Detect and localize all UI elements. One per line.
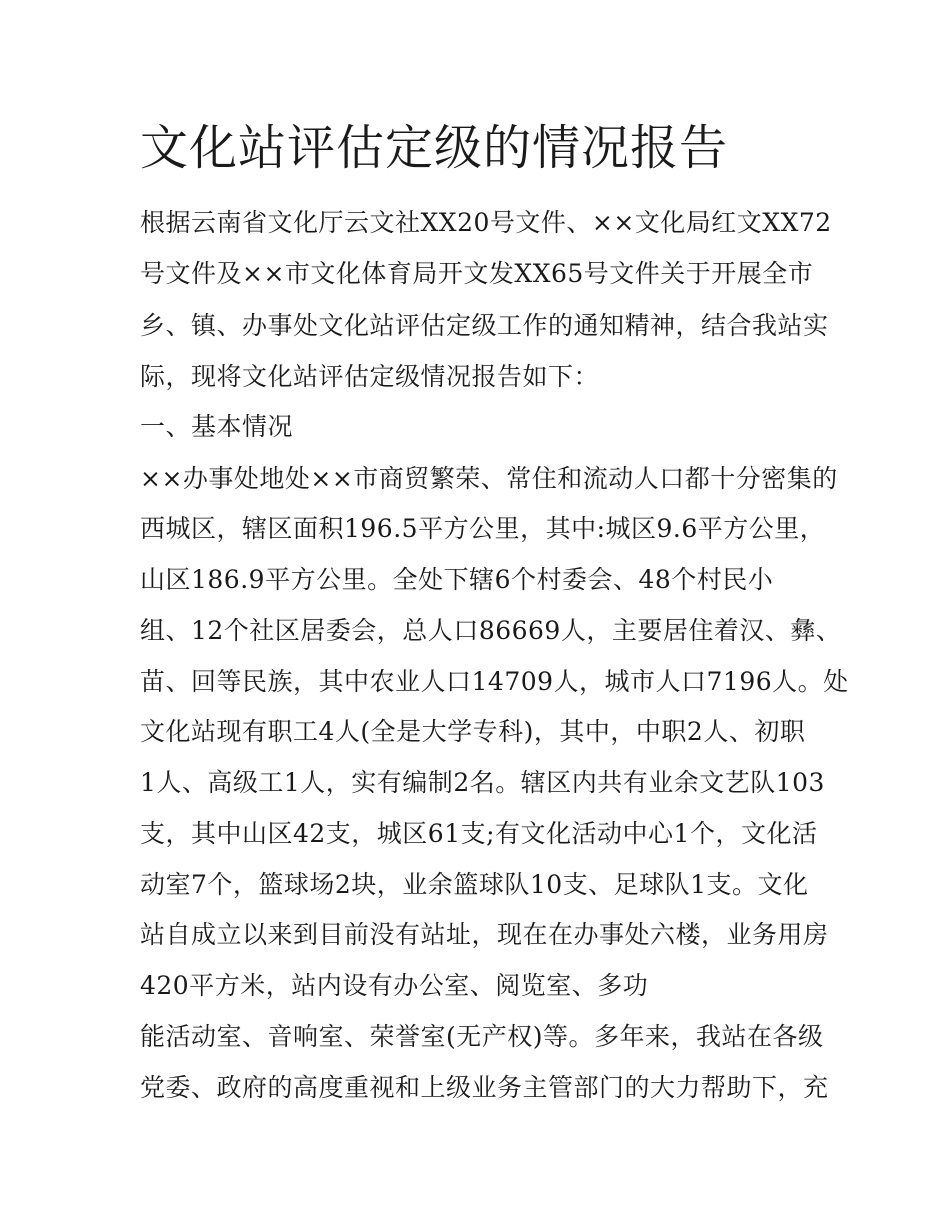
body-line: 动室7个，篮球场2块，业余篮球队10支、足球队1支。文化 [140, 870, 809, 899]
body-line: 420平方米，站内设有办公室、阅览室、多功 [140, 971, 649, 1000]
body-line: 乡、镇、办事处文化站评估定级工作的通知精神，结合我站实 [140, 311, 829, 340]
body-line: 号文件及××市文化体育局开文发XX65号文件关于开展全市 [140, 259, 814, 288]
body-line: 组、12个社区居委会，总人口86669人，主要居住着汉、彝、 [140, 616, 842, 645]
body-line: ××办事处地处××市商贸繁荣、常住和流动人口都十分密集的 [140, 464, 838, 493]
body-line: 党委、政府的高度重视和上级业务主管部门的大力帮助下，充 [140, 1073, 829, 1102]
body-line: 山区186.9平方公里。全处下辖6个村委会、48个村民小 [140, 565, 774, 594]
document-title: 文化站评估定级的情况报告 [140, 120, 729, 176]
body-line: 文化站现有职工4人(全是大学专科)，其中，中职2人、初职 [140, 717, 806, 746]
body-line: 苗、回等民族，其中农业人口14709人，城市人口7196人。处 [140, 667, 849, 696]
body-line: 际，现将文化站评估定级情况报告如下： [140, 362, 600, 391]
section-heading: 一、基本情况 [140, 412, 294, 441]
body-line: 站自成立以来到目前没有站址，现在在办事处六楼，业务用房 [140, 920, 829, 949]
body-line: 能活动室、音响室、荣誉室(无产权)等。多年来，我站在各级 [140, 1022, 824, 1051]
body-line: 根据云南省文化厅云文社XX20号文件、××文化局红文XX72 [140, 208, 832, 237]
body-line: 西城区，辖区面积196.5平方公里，其中:城区9.6平方公里， [140, 514, 826, 543]
body-line: 支，其中山区42支，城区61支;有文化活动中心1个，文化活 [140, 819, 818, 848]
body-line: 1人、高级工1人，实有编制2名。辖区内共有业余文艺队103 [140, 768, 825, 797]
